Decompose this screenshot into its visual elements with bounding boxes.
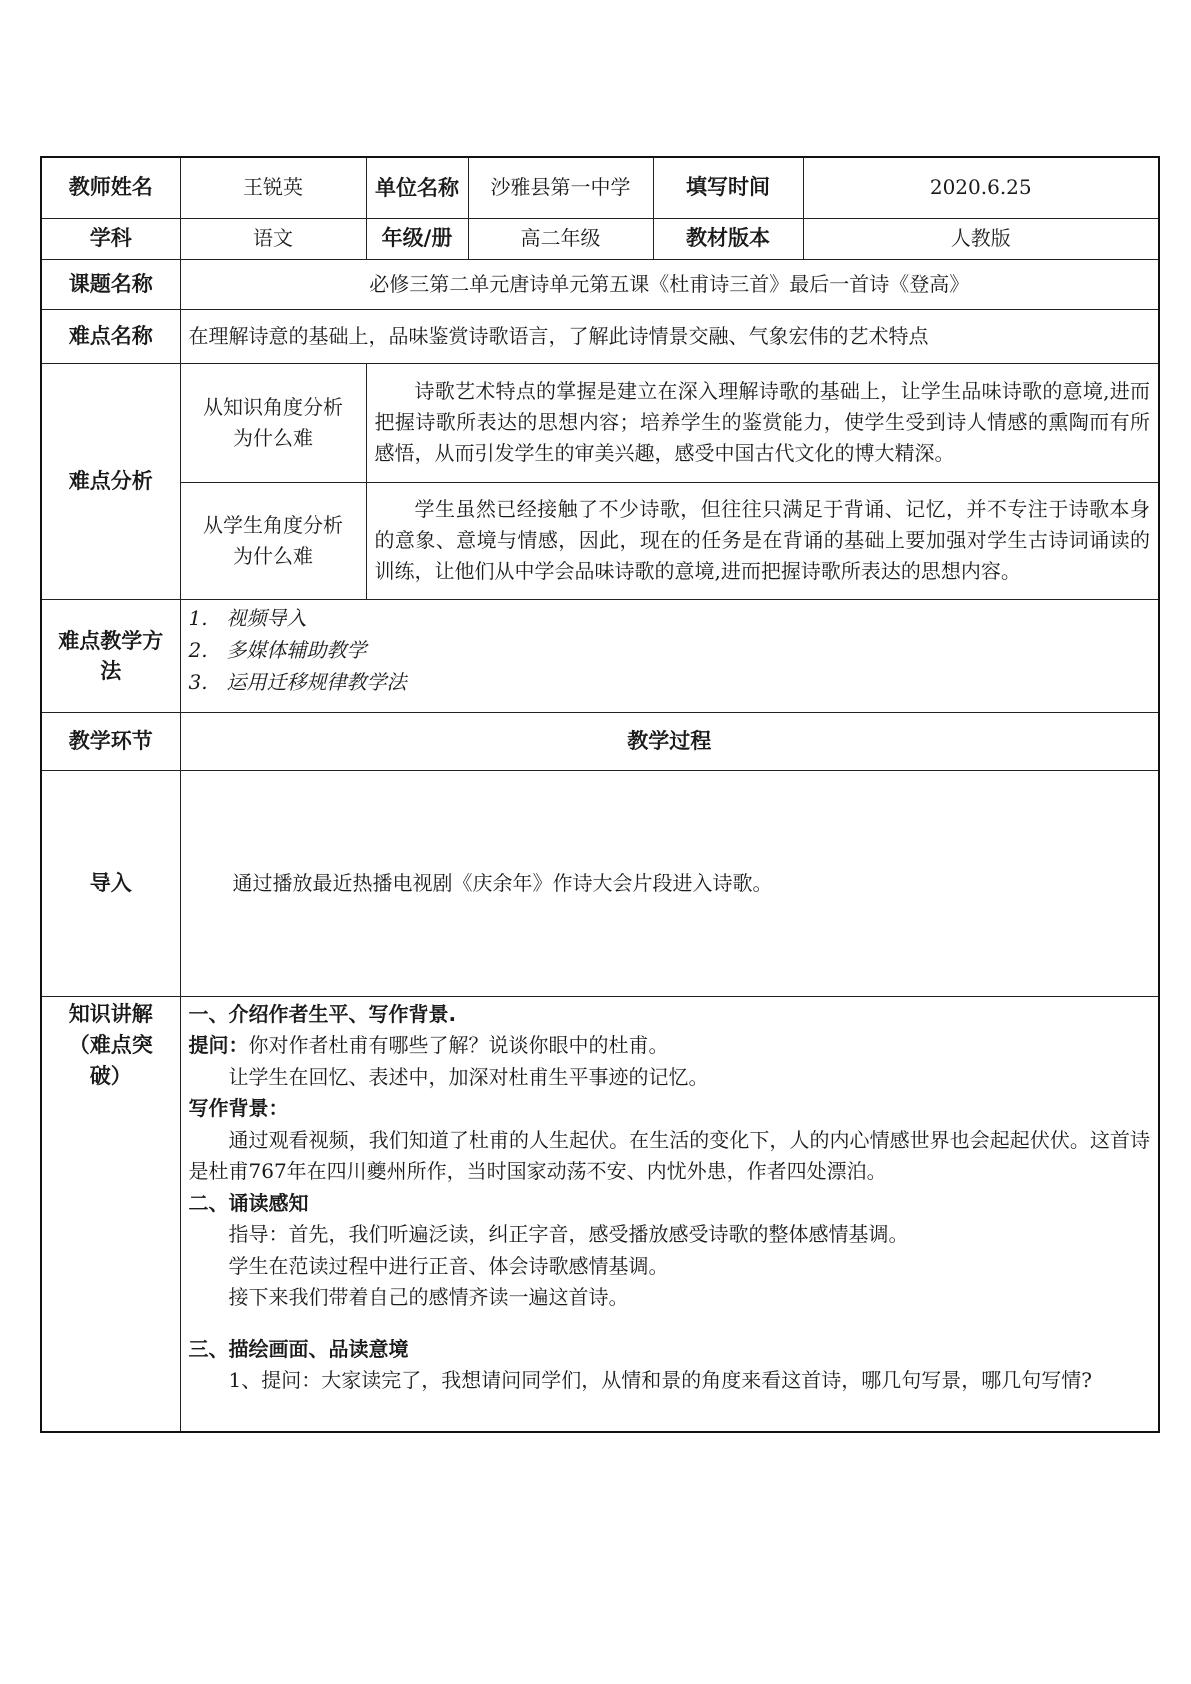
section-1-title: 一、介绍作者生平、写作背景.: [188, 1001, 457, 1026]
student-angle-label: 从学生角度分析为什么难: [180, 482, 366, 599]
date-value: 2020.6.25: [803, 157, 1159, 218]
paragraph: 学生在范读过程中进行正音、体会诗歌感情基调。: [228, 1253, 669, 1278]
analysis-student-row: [41, 482, 1159, 599]
analysis-label: 难点分析: [41, 363, 180, 599]
spacer: [189, 1314, 1151, 1334]
background-text: 通过观看视频，我们知道了杜甫的人生起伏。在生活的变化下，人的内心情感世界也会起起伏伏。这首诗是杜甫767年在四川夔州所作，当时国家动荡不安、内忧外患，作者四处漂泊。: [188, 1127, 1150, 1183]
methods-row: [41, 599, 1159, 712]
knowledge-label: 知识讲解 （难点突 破）: [41, 996, 180, 1432]
grade-label: 年级/册: [366, 218, 468, 259]
difficulty-label: 难点名称: [41, 309, 180, 363]
lesson-plan-table: [40, 156, 1160, 1433]
knowledge-angle-label: 从知识角度分析为什么难: [180, 363, 366, 482]
unit-value: 沙雅县第一中学: [468, 157, 653, 218]
methods-label: 难点教学方法: [41, 599, 180, 712]
header-row-2: [41, 218, 1159, 259]
knowledge-content: [180, 996, 1159, 1432]
method-item: 3. 运用迁移规律教学法: [188, 669, 407, 694]
paragraph: 1、提问：大家读完了，我想请问同学们，从情和景的角度来看这首诗，哪几句写景，哪几句写情?: [228, 1368, 1092, 1392]
grade-value: 高二年级: [468, 218, 653, 259]
method-item: 2. 多媒体辅助教学: [188, 637, 367, 662]
difficulty-value: 在理解诗意的基础上，品味鉴赏诗歌语言，了解此诗情景交融、气象宏伟的艺术特点: [180, 309, 1159, 363]
paragraph: 接下来我们带着自己的感情齐读一遍这首诗。: [228, 1285, 629, 1309]
unit-label: 单位名称: [366, 157, 468, 218]
stage-header: 教学环节: [41, 712, 180, 770]
question-line: 提问：你对作者杜甫有哪些了解？说谈你眼中的杜甫。: [188, 1033, 669, 1057]
paragraph: 指导：首先，我们听遍泛读，纠正字音，感受播放感受诗歌的整体感情基调。: [228, 1222, 909, 1246]
edition-label: 教材版本: [653, 218, 803, 259]
topic-label: 课题名称: [41, 259, 180, 309]
lesson-plan-page: [40, 156, 1158, 1433]
subject-value: 语文: [180, 218, 366, 259]
date-label: 填写时间: [653, 157, 803, 218]
subject-label: 学科: [41, 218, 180, 259]
difficulty-row: [41, 309, 1159, 363]
edition-value: 人教版: [803, 218, 1159, 259]
background-title: 写作背景：: [188, 1096, 289, 1120]
header-row-1: [41, 157, 1159, 218]
knowledge-row: [41, 996, 1159, 1432]
methods-list: [180, 599, 1159, 712]
intro-text: 通过播放最近热播电视剧《庆余年》作诗大会片段进入诗歌。: [180, 770, 1159, 996]
intro-row: [41, 770, 1159, 996]
section-3-title: 三、描绘画面、品读意境: [188, 1336, 409, 1361]
teacher-label: 教师姓名: [41, 157, 180, 218]
paragraph: 让学生在回忆、表述中，加深对杜甫生平事迹的记忆。: [228, 1064, 709, 1089]
topic-value: 必修三第二单元唐诗单元第五课《杜甫诗三首》最后一首诗《登高》: [180, 259, 1159, 309]
knowledge-angle-text: 诗歌艺术特点的掌握是建立在深入理解诗歌的基础上，让学生品味诗歌的意境,进而把握诗歌所表达的思想内容；培养学生的鉴赏能力，使学生受到诗人情感的熏陶而有所感悟，从而引发学生的审美兴趣，感受中国古代文化的博大精深。: [366, 363, 1159, 482]
process-header: 教学过程: [180, 712, 1159, 770]
analysis-knowledge-row: [41, 363, 1159, 482]
section-2-title: 二、诵读感知: [188, 1190, 309, 1215]
process-header-row: [41, 712, 1159, 770]
method-item: 1. 视频导入: [188, 605, 307, 630]
topic-row: [41, 259, 1159, 309]
teacher-value: 王锐英: [180, 157, 366, 218]
student-angle-text: 学生虽然已经接触了不少诗歌，但往往只满足于背诵、记忆，并不专注于诗歌本身的意象、意境与情感，因此，现在的任务是在背诵的基础上要加强对学生古诗词诵读的训练，让他们从中学会品味诗歌的意境,进而把握诗歌所表达的思想内容。: [366, 482, 1159, 599]
intro-label: 导入: [41, 770, 180, 996]
